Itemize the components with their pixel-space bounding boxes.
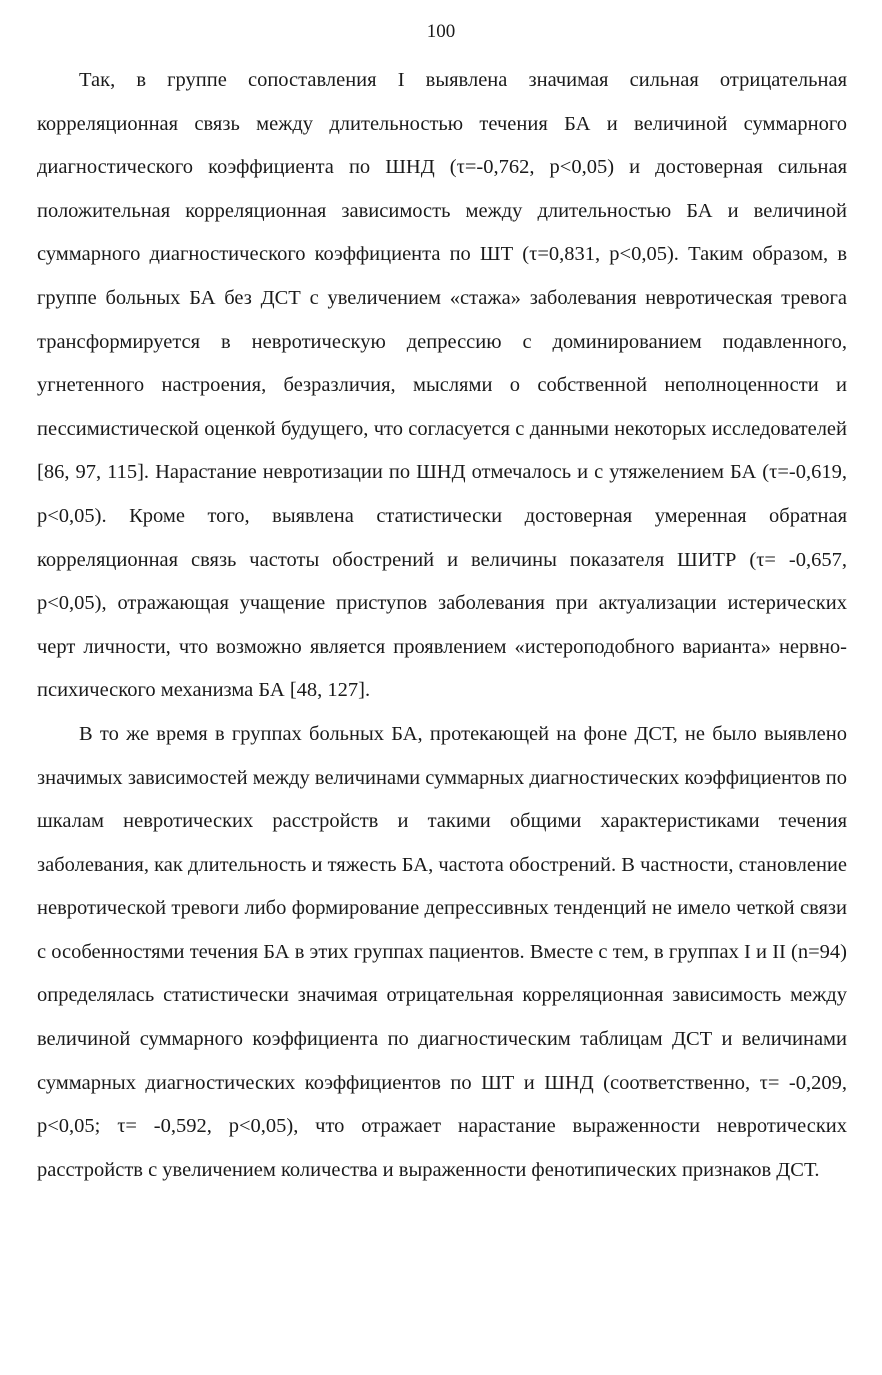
body-text bbox=[37, 59, 847, 1192]
paragraph-1: Так, в группе сопоставления I выявлена значимая сильная отрицательная корреляционная связь между длительностью течения БА и величиной суммарного диагностического коэффициента по ШНД (τ=-0,762, p<0,05) и достоверная сильная положительная корреляционная зависимость между длительностью БА и величиной суммарного диагностического коэффициента по ШТ (τ=0,831, p<0,05). Таким образом, в группе больных БА без ДСТ с увеличением «стажа» заболевания невротическая тревога трансформируется в невротическую депрессию с доминированием подавленного, угнетенного настроения, безразличия, мыслями о собственной неполноценности и пессимистической оценкой будущего, что согласуется с данными некоторых исследователей [86, 97, 115]. Нарастание невротизации по ШНД отмечалось и с утяжелением БА (τ=-0,619, p<0,05). Кроме того, выявлена статистически достоверная умеренная обратная корреляционная связь частоты обострений и величины показателя ШИТР (τ= -0,657, p<0,05), отражающая учащение приступов заболевания при актуализации истерических черт личности, что возможно является проявлением «истероподобного варианта» нервно-психического механизма БА [48, 127]. bbox=[37, 69, 847, 702]
page-number: 100 bbox=[426, 21, 456, 42]
paragraph-2: В то же время в группах больных БА, протекающей на фоне ДСТ, не было выявлено значимых зависимостей между величинами суммарных диагностических коэффициентов по шкалам невротических расстройств и такими общими характеристиками течения заболевания, как длительность и тяжесть БА, частота обострений. В частности, становление невротической тревоги либо формирование депрессивных тенденций не имело четкой связи с особенностями течения БА в этих группах пациентов. Вместе с тем, в группах I и II (n=94) определялась статистически значимая отрицательная корреляционная зависимость между величиной суммарного коэффициента по диагностическим таблицам ДСТ и величинами суммарных диагностических коэффициентов по ШТ и ШНД (соответственно, τ= -0,209, p<0,05; τ= -0,592, p<0,05), что отражает нарастание выраженности невротических расстройств с увеличением количества и выраженности фенотипических признаков ДСТ. bbox=[37, 722, 847, 1181]
